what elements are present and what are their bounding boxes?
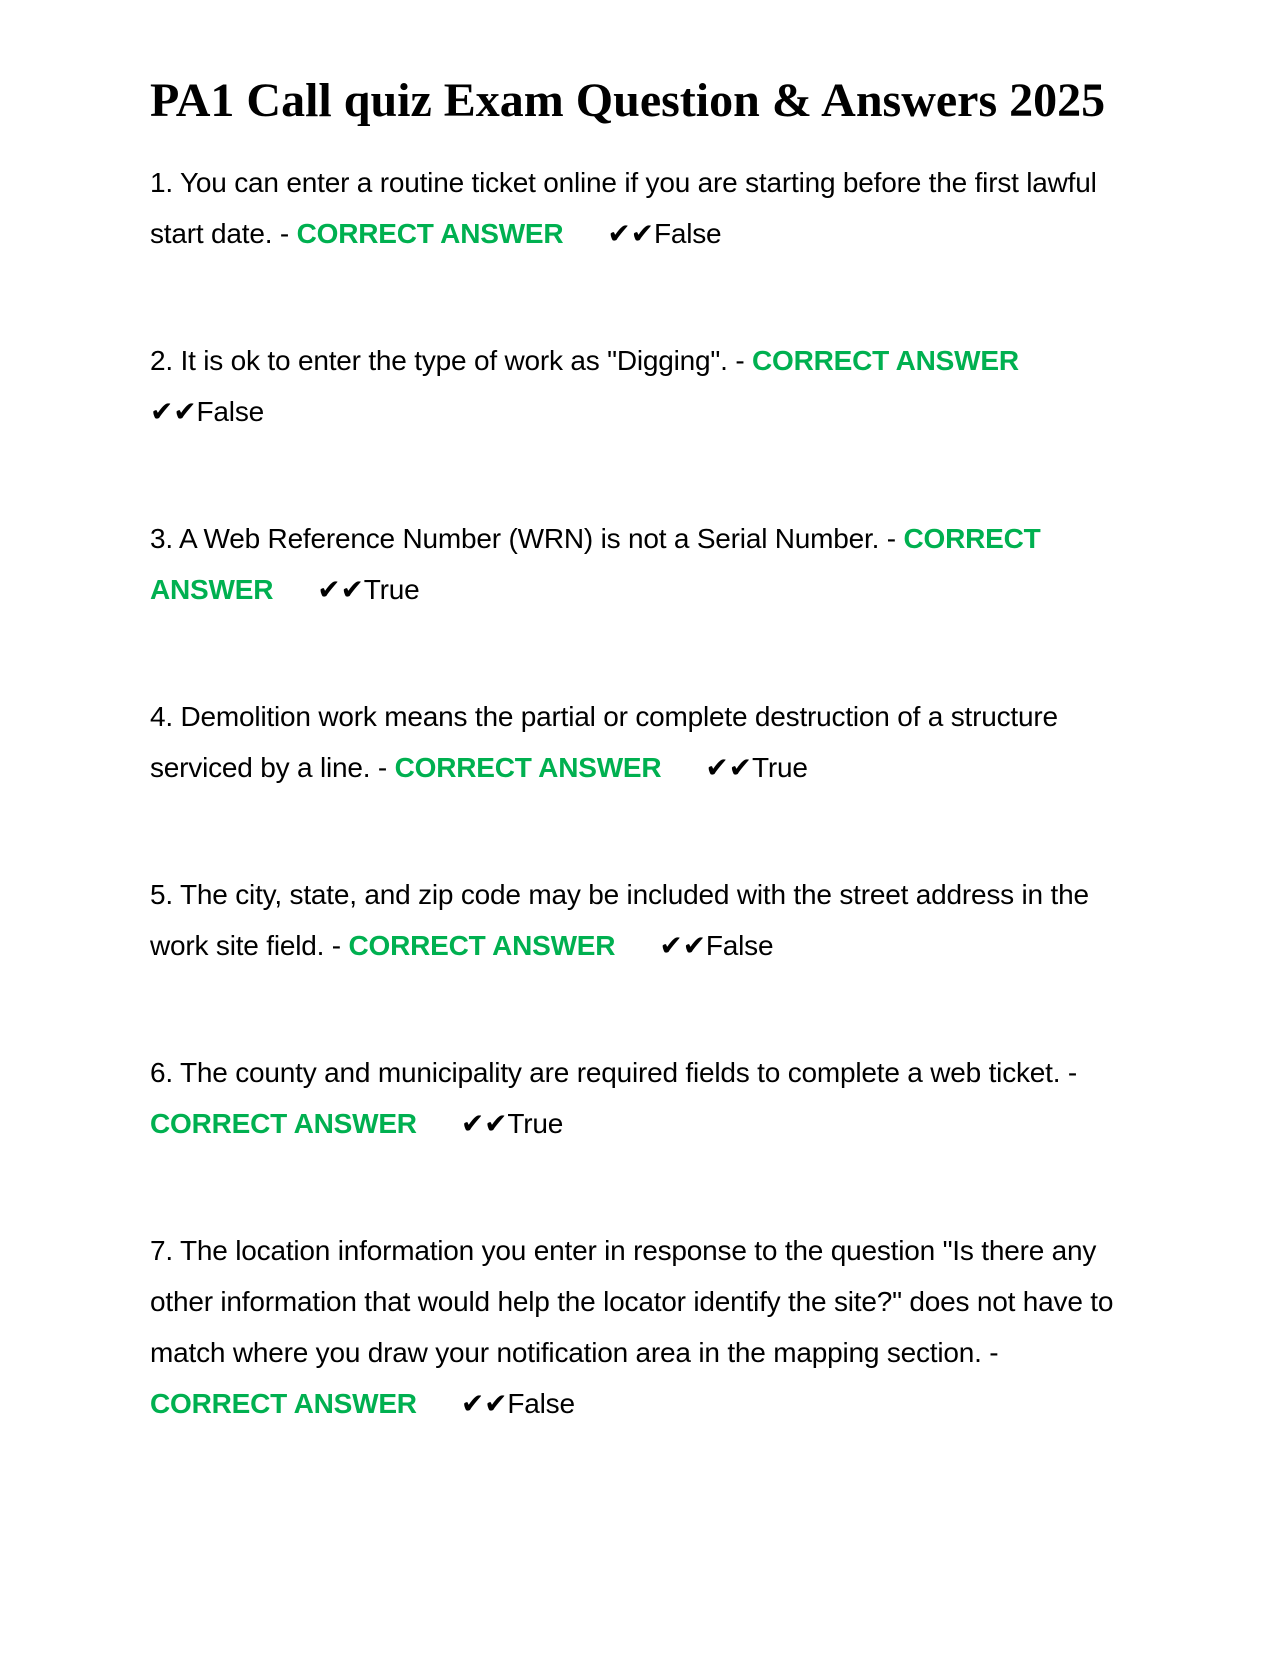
question-text: 4. Demolition work means the partial or complete destruction of a structure serviced by a line. - [150,701,1058,783]
question-item [150,1047,1140,1149]
answer-value: True [363,574,420,605]
question-text: 3. A Web Reference Number (WRN) is not a Serial Number. - [150,523,904,554]
question-text: 5. The city, state, and zip code may be included with the street address in the work site field. - [150,879,1089,961]
correct-answer-label: CORRECT ANSWER [394,752,662,783]
double-check-icon: ✔✔ [460,1388,508,1419]
correct-answer-label: CORRECT ANSWER [150,1108,417,1139]
question-list [150,157,1140,1429]
double-check-icon: ✔✔ [460,1108,508,1139]
question-item [150,1225,1140,1429]
double-check-icon: ✔✔ [607,218,654,249]
correct-answer-label: CORRECT ANSWER [150,523,1041,605]
answer-value: True [507,1108,564,1139]
question-item [150,513,1140,615]
correct-answer-label: CORRECT ANSWER [296,218,564,249]
double-check-icon: ✔✔ [150,396,197,427]
document-title: PA1 Call quiz Exam Question & Answers 2025 [150,74,1106,127]
correct-answer-label: CORRECT ANSWER [348,930,616,961]
answer-value: False [507,1388,575,1419]
double-check-icon: ✔✔ [317,574,364,605]
question-text: 6. The county and municipality are required fields to complete a web ticket. - [150,1057,1078,1088]
correct-answer-label: CORRECT ANSWER [752,345,1019,376]
answer-value: False [653,218,722,249]
question-item [150,335,1140,437]
document-page [150,72,1140,1505]
question-text: 1. You can enter a routine ticket online if you are starting before the first lawful start date. - [150,167,1097,249]
question-item [150,869,1140,971]
question-text: 2. It is ok to enter the type of work as "Digging". - [150,345,753,376]
answer-value: False [705,930,774,961]
question-item [150,157,1140,259]
double-check-icon: ✔✔ [659,930,706,961]
question-item [150,691,1140,793]
answer-value: False [196,396,265,427]
answer-value: True [751,752,808,783]
question-text: 7. The location information you enter in response to the question "Is there any other information that would help the locator identify the site?" does not have to match where you draw your notification area in the mapping section. - [150,1235,1114,1368]
correct-answer-label: CORRECT ANSWER [150,1388,417,1419]
double-check-icon: ✔✔ [705,752,752,783]
